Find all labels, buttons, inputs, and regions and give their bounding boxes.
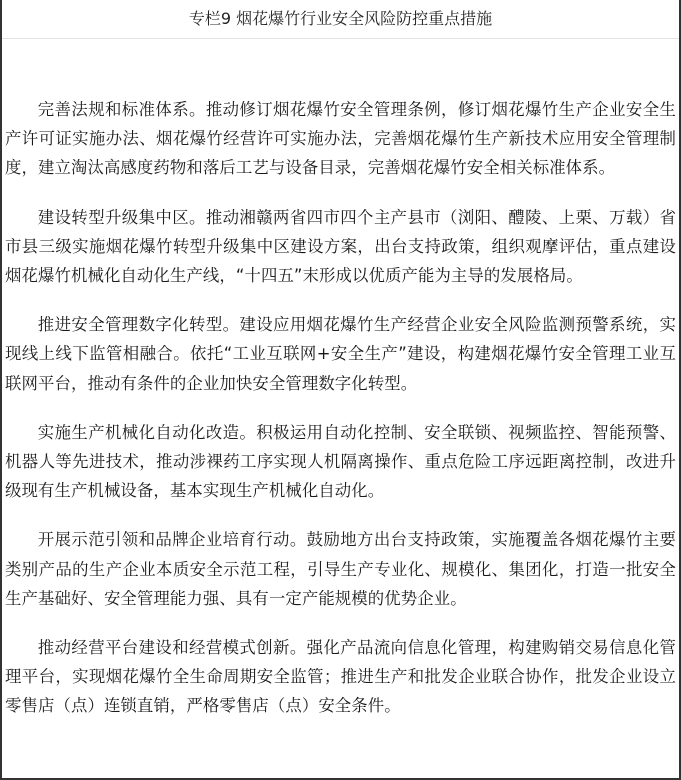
document-body xyxy=(2,39,679,721)
paragraph-business-platform: 推动经营平台建设和经营模式创新。强化产品流向信息化管理，构建购销交易信息化管理平台，实现烟花爆竹全生命周期安全监管；推进生产和批发企业联合协作，批发企业设立零售店（点）连锁直销，严格零售店（点）安全条件。 xyxy=(5,638,676,716)
paragraph-upgrade-zone: 建设转型升级集中区。推动湘赣两省四市四个主产县市（浏阳、醴陵、上栗、万载）省市县三级实施烟花爆竹转型升级集中区建设方案，出台支持政策，组织观摩评估，重点建设烟花爆竹机械化自动化生产线，“十四五”末形成以优质产能为主导的发展格局。 xyxy=(5,207,676,286)
paragraph-digital-transformation: 推进安全管理数字化转型。建设应用烟花爆竹生产经营企业安全风险监测预警系统，实现线上线下监管相融合。依托“工业互联网+安全生产”建设，构建烟花爆竹安全管理工业互联网平台，推动有条件的企业加快安全管理数字化转型。 xyxy=(5,315,676,393)
paragraph-regulations: 完善法规和标准体系。推动修订烟花爆竹安全管理条例，修订烟花爆竹生产企业安全生产许可证实施办法、烟花爆竹经营许可实施办法，完善烟花爆竹生产新技术应用安全管理制度，建立淘汰高感度药物和落后工艺与设备目录，完善烟花爆竹安全相关标准体系。 xyxy=(5,100,676,178)
panel-title: 专栏9 烟花爆竹行业安全风险防控重点措施 xyxy=(2,0,679,39)
paragraph-automation: 实施生产机械化自动化改造。积极运用自动化控制、安全联锁、视频监控、智能预警、机器人等先进技术，推动涉裸药工序实现人机隔离操作、重点危险工序远距离控制，改进升级现有生产机械设备，基本实现生产机械化自动化。 xyxy=(5,422,676,501)
paragraph-demonstration: 开展示范引领和品牌企业培育行动。鼓励地方出台支持政策，实施覆盖各烟花爆竹主要类别产品的生产企业本质安全示范工程，引导生产专业化、规模化、集团化，打造一批安全生产基础好、安全管理能力强、具有一定产能规模的优势企业。 xyxy=(5,530,676,608)
